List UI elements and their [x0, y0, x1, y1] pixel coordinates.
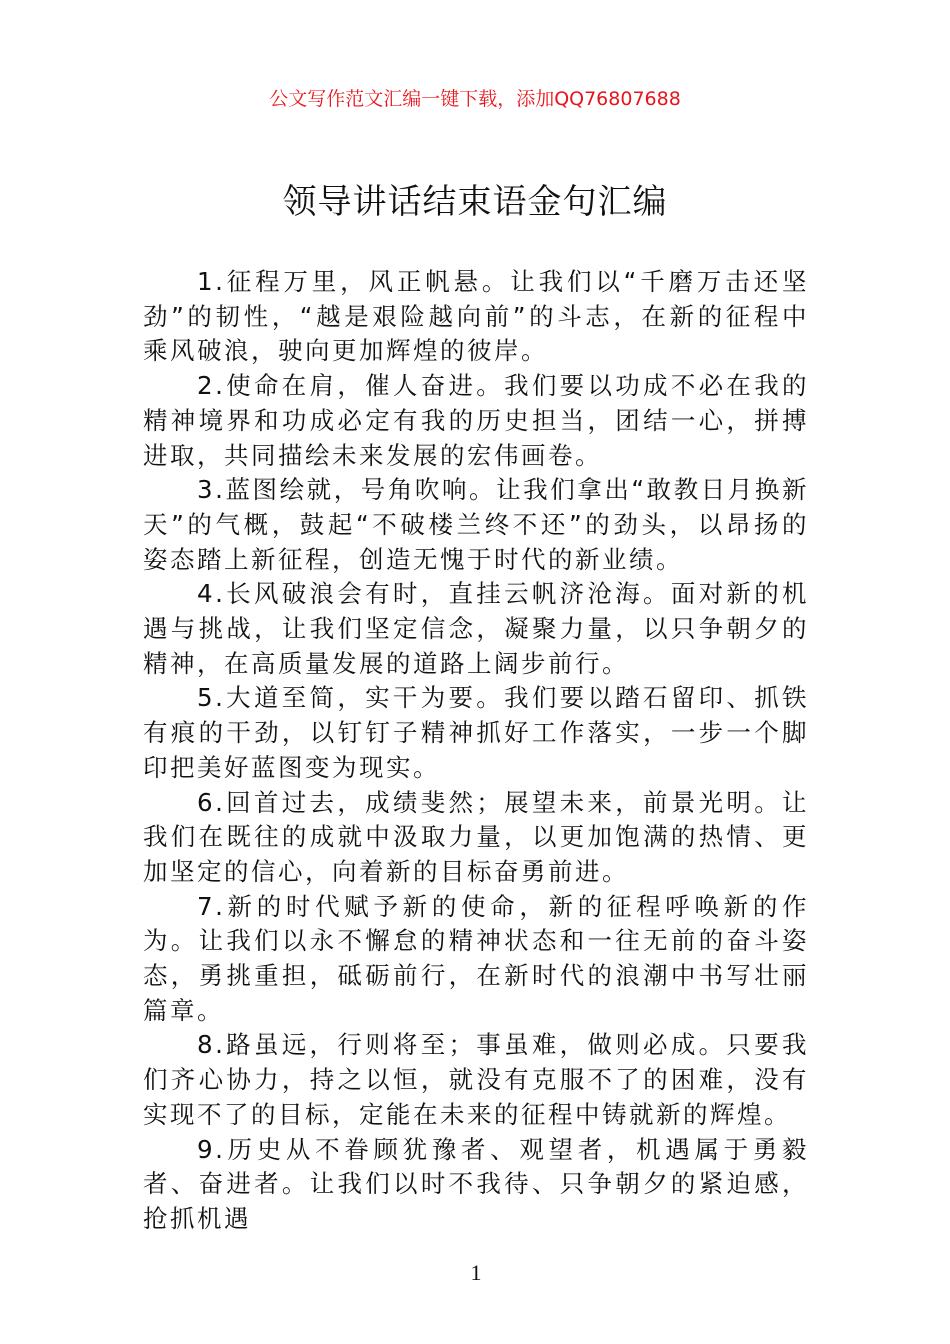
paragraph-7: 7.新的时代赋予新的使命，新的征程呼唤新的作为。让我们以永不懈怠的精神状态和一往无前的奋斗姿态，勇挑重担，砥砺前行，在新时代的浪潮中书写壮丽篇章。 — [143, 891, 809, 1025]
document-body — [143, 265, 809, 1307]
paragraph-1: 1.征程万里，风正帆悬。让我们以“千磨万击还坚劲”的韧性，“越是艰险越向前”的斗志，在新的征程中乘风破浪，驶向更加辉煌的彼岸。 — [143, 267, 809, 366]
download-banner: 公文写作范文汇编一键下载，添加QQ76807688 — [269, 88, 681, 110]
paragraph-5: 5.大道至简，实干为要。我们要以踏石留印、抓铁有痕的干劲，以钉钉子精神抓好工作落实，一步一个脚印把美好蓝图变为现实。 — [143, 683, 809, 782]
paragraph-2: 2.使命在肩，催人奋进。我们要以功成不必在我的精神境界和功成必定有我的历史担当，团结一心，拼搏进取，共同描绘未来发展的宏伟画卷。 — [143, 371, 809, 470]
page-number: 1 — [470, 1259, 482, 1285]
paragraph-9: 9.历史从不眷顾犹豫者、观望者，机遇属于勇毅者、奋进者。让我们以时不我待、只争朝夕的紧迫感，抢抓机遇 — [143, 1134, 809, 1233]
paragraph-3: 3.蓝图绘就，号角吹响。让我们拿出“敢教日月换新天”的气概，鼓起“不破楼兰终不还”的劲头，以昂扬的姿态踏上新征程，创造无愧于时代的新业绩。 — [143, 475, 809, 574]
paragraph-8: 8.路虽远，行则将至；事虽难，做则必成。只要我们齐心协力，持之以恒，就没有克服不了的困难，没有实现不了的目标，定能在未来的征程中铸就新的辉煌。 — [143, 1030, 809, 1129]
paragraph-4: 4.长风破浪会有时，直挂云帆济沧海。面对新的机遇与挑战，让我们坚定信念，凝聚力量，以只争朝夕的精神，在高质量发展的道路上阔步前行。 — [143, 579, 809, 678]
paragraph-6: 6.回首过去，成绩斐然；展望未来，前景光明。让我们在既往的成就中汲取力量，以更加饱满的热情、更加坚定的信心，向着新的目标奋勇前进。 — [143, 787, 809, 886]
page-title: 领导讲话结束语金句汇编 — [282, 182, 668, 222]
